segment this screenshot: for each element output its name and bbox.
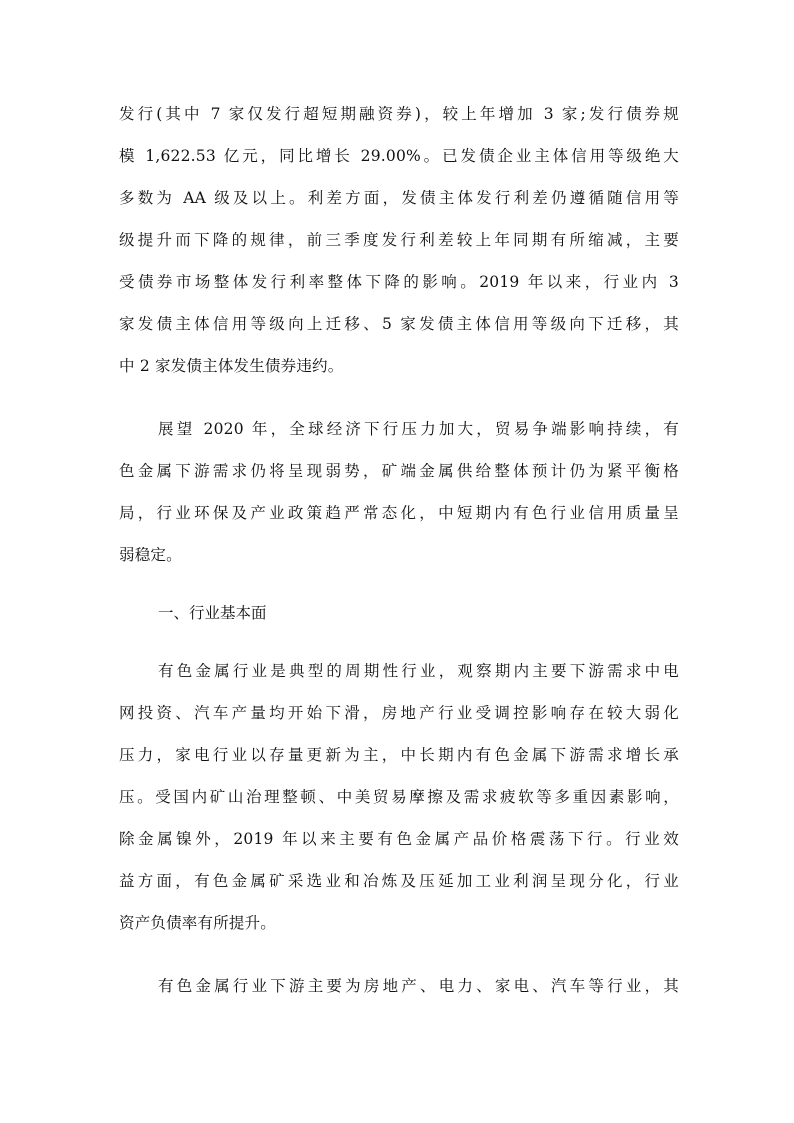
paragraph-1-line: 模 1,622.53 亿元，同比增长 29.00%。已发债企业主体信用等级绝大 bbox=[119, 147, 679, 165]
paragraph-2-line: 局，行业环保及产业政策趋严常态化，中短期内有色行业信用质量呈 bbox=[119, 504, 679, 522]
paragraph-4-line: 有色金属行业下游主要为房地产、电力、家电、汽车等行业，其 bbox=[158, 977, 679, 995]
paragraph-2-line: 弱稳定。 bbox=[119, 546, 182, 564]
paragraph-1-line: 多数为 AA 级及以上。利差方面，发债主体发行利差仍遵循随信用等 bbox=[119, 189, 679, 207]
paragraph-3-line: 网投资、汽车产量均开始下滑，房地产行业受调控影响存在较大弱化 bbox=[119, 704, 679, 722]
paragraph-3-line: 益方面，有色金属矿采选业和冶炼及压延加工业利润呈现分化，行业 bbox=[119, 872, 679, 890]
paragraph-2-line: 色金属下游需求仍将呈现弱势，矿端金属供给整体预计仍为紧平衡格 bbox=[119, 462, 679, 480]
paragraph-3-line: 资产负债率有所提升。 bbox=[119, 914, 277, 932]
paragraph-3-line: 压力，家电行业以存量更新为主，中长期内有色金属下游需求增长承 bbox=[119, 746, 679, 764]
paragraph-1-line: 家发债主体信用等级向上迁移、5 家发债主体信用等级向下迁移，其 bbox=[119, 315, 679, 333]
section-heading: 一、行业基本面 bbox=[158, 604, 267, 622]
paragraph-1-line: 级提升而下降的规律，前三季度发行利差较上年同期有所缩减，主要 bbox=[119, 231, 679, 249]
paragraph-1-line: 中 2 家发债主体发生债券违约。 bbox=[119, 357, 344, 375]
paragraph-3-line: 有色金属行业是典型的周期性行业，观察期内主要下游需求中电 bbox=[158, 662, 679, 680]
paragraph-1-line: 受债券市场整体发行利率整体下降的影响。2019 年以来，行业内 3 bbox=[119, 273, 679, 291]
paragraph-2-line: 展望 2020 年，全球经济下行压力加大，贸易争端影响持续，有 bbox=[158, 420, 679, 438]
paragraph-3-line: 除金属镍外，2019 年以来主要有色金属产品价格震荡下行。行业效 bbox=[119, 830, 679, 848]
paragraph-3-line: 压。受国内矿山治理整顿、中美贸易摩擦及需求疲软等多重因素影响， bbox=[119, 788, 679, 806]
paragraph-1-line: 发行(其中 7 家仅发行超短期融资券)，较上年增加 3 家;发行债券规 bbox=[119, 105, 679, 123]
